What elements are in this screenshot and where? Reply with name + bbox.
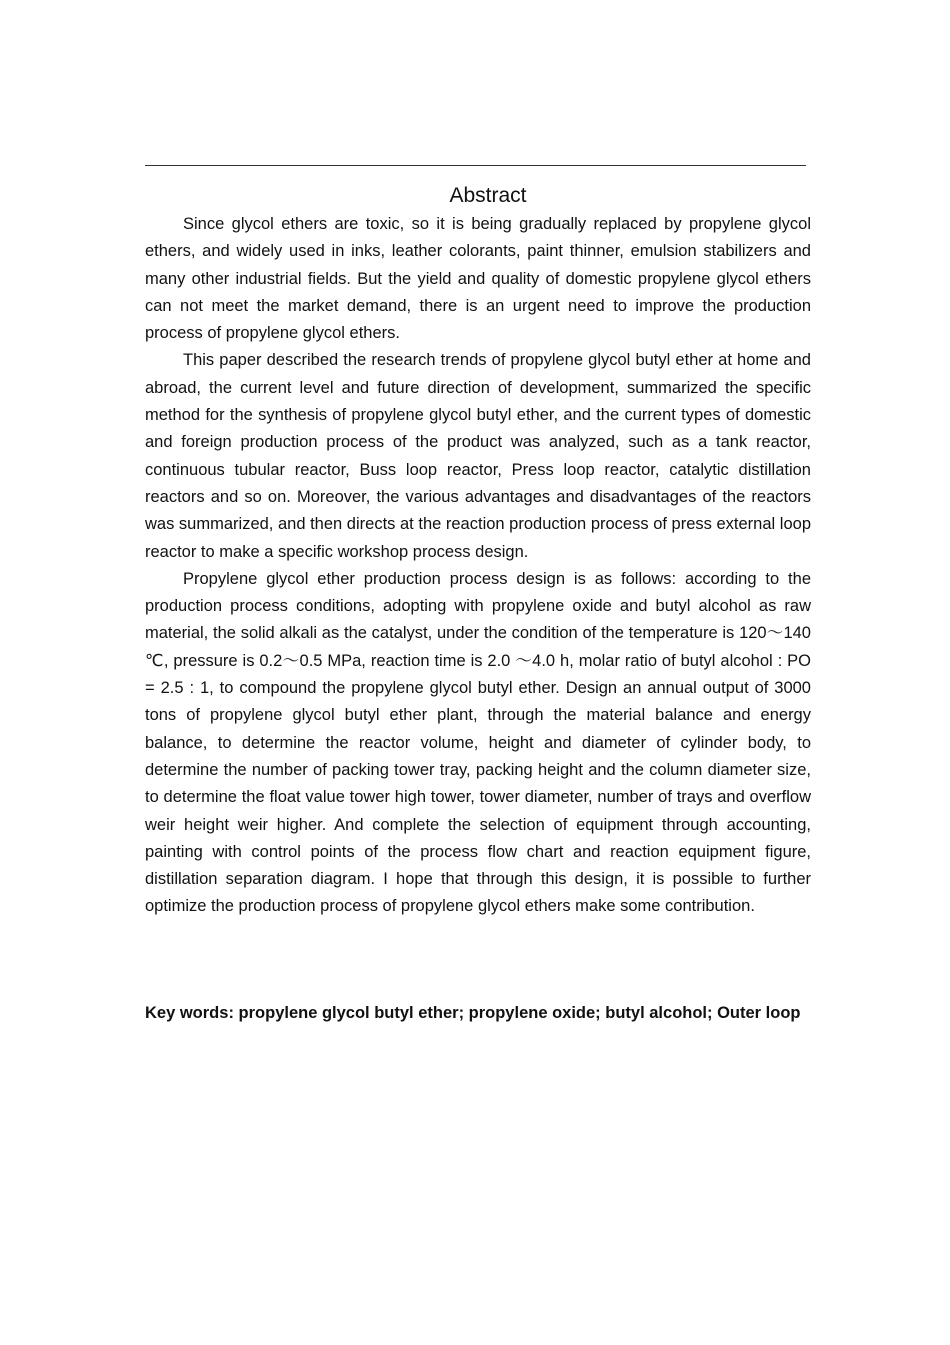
abstract-paragraph-2: This paper described the research trends of propylene glycol butyl ether at home and abroad, the current level and future direction of development, summarized the specific method for the synthesis of propylene glycol butyl ether, and the current types of domestic and foreign production process of the product was analyzed, such as a tank reactor, continuous tubular reactor, Buss loop reactor, Press loop reactor, catalytic distillation reactors and so on. Moreover, the various advantages and disadvantages of the reactors was summarized, and then directs at the reaction production process of press external loop reactor to make a specific workshop process design.	[145, 351, 811, 561]
keywords-label: Key words:	[145, 1004, 239, 1022]
header-rule	[145, 165, 806, 166]
abstract-paragraph-3: Propylene glycol ether production process design is as follows: according to the production process conditions, adopting with propylene oxide and butyl alcohol as raw material, the solid alkali as the catalyst, under the condition of the temperature is 120～140 ℃, pressure is 0.2～0.5 MPa, reaction time is 2.0 ～4.0 h, molar ratio of butyl alcohol : PO = 2.5 : 1, to compound the propylene glycol butyl ether. Design an annual output of 3000 tons of propylene glycol butyl ether plant, through the material balance and energy balance, to determine the reactor volume, height and diameter of cylinder body, to determine the number of packing tower tray, packing height and the column diameter size, to determine the float value tower high tower, tower diameter, number of trays and overflow weir height weir higher. And complete the selection of equipment through accounting, painting with control points of the process flow chart and reaction equipment figure, distillation separation diagram. I hope that through this design, it is possible to further optimize the production process of propylene glycol ethers make some contribution.	[145, 569, 811, 916]
keywords-text: propylene glycol butyl ether; propylene oxide; butyl alcohol; Outer loop	[238, 1004, 801, 1022]
abstract-body	[145, 211, 811, 921]
abstract-paragraph-1: Since glycol ethers are toxic, so it is being gradually replaced by propylene glycol ethers, and widely used in inks, leather colorants, paint thinner, emulsion stabilizers and many other industrial fields. But the yield and quality of domestic propylene glycol ethers can not meet the market demand, there is an urgent need to improve the production process of propylene glycol ethers.	[145, 215, 811, 343]
abstract-title: Abstract	[449, 184, 527, 207]
keywords-line	[145, 1000, 811, 1027]
